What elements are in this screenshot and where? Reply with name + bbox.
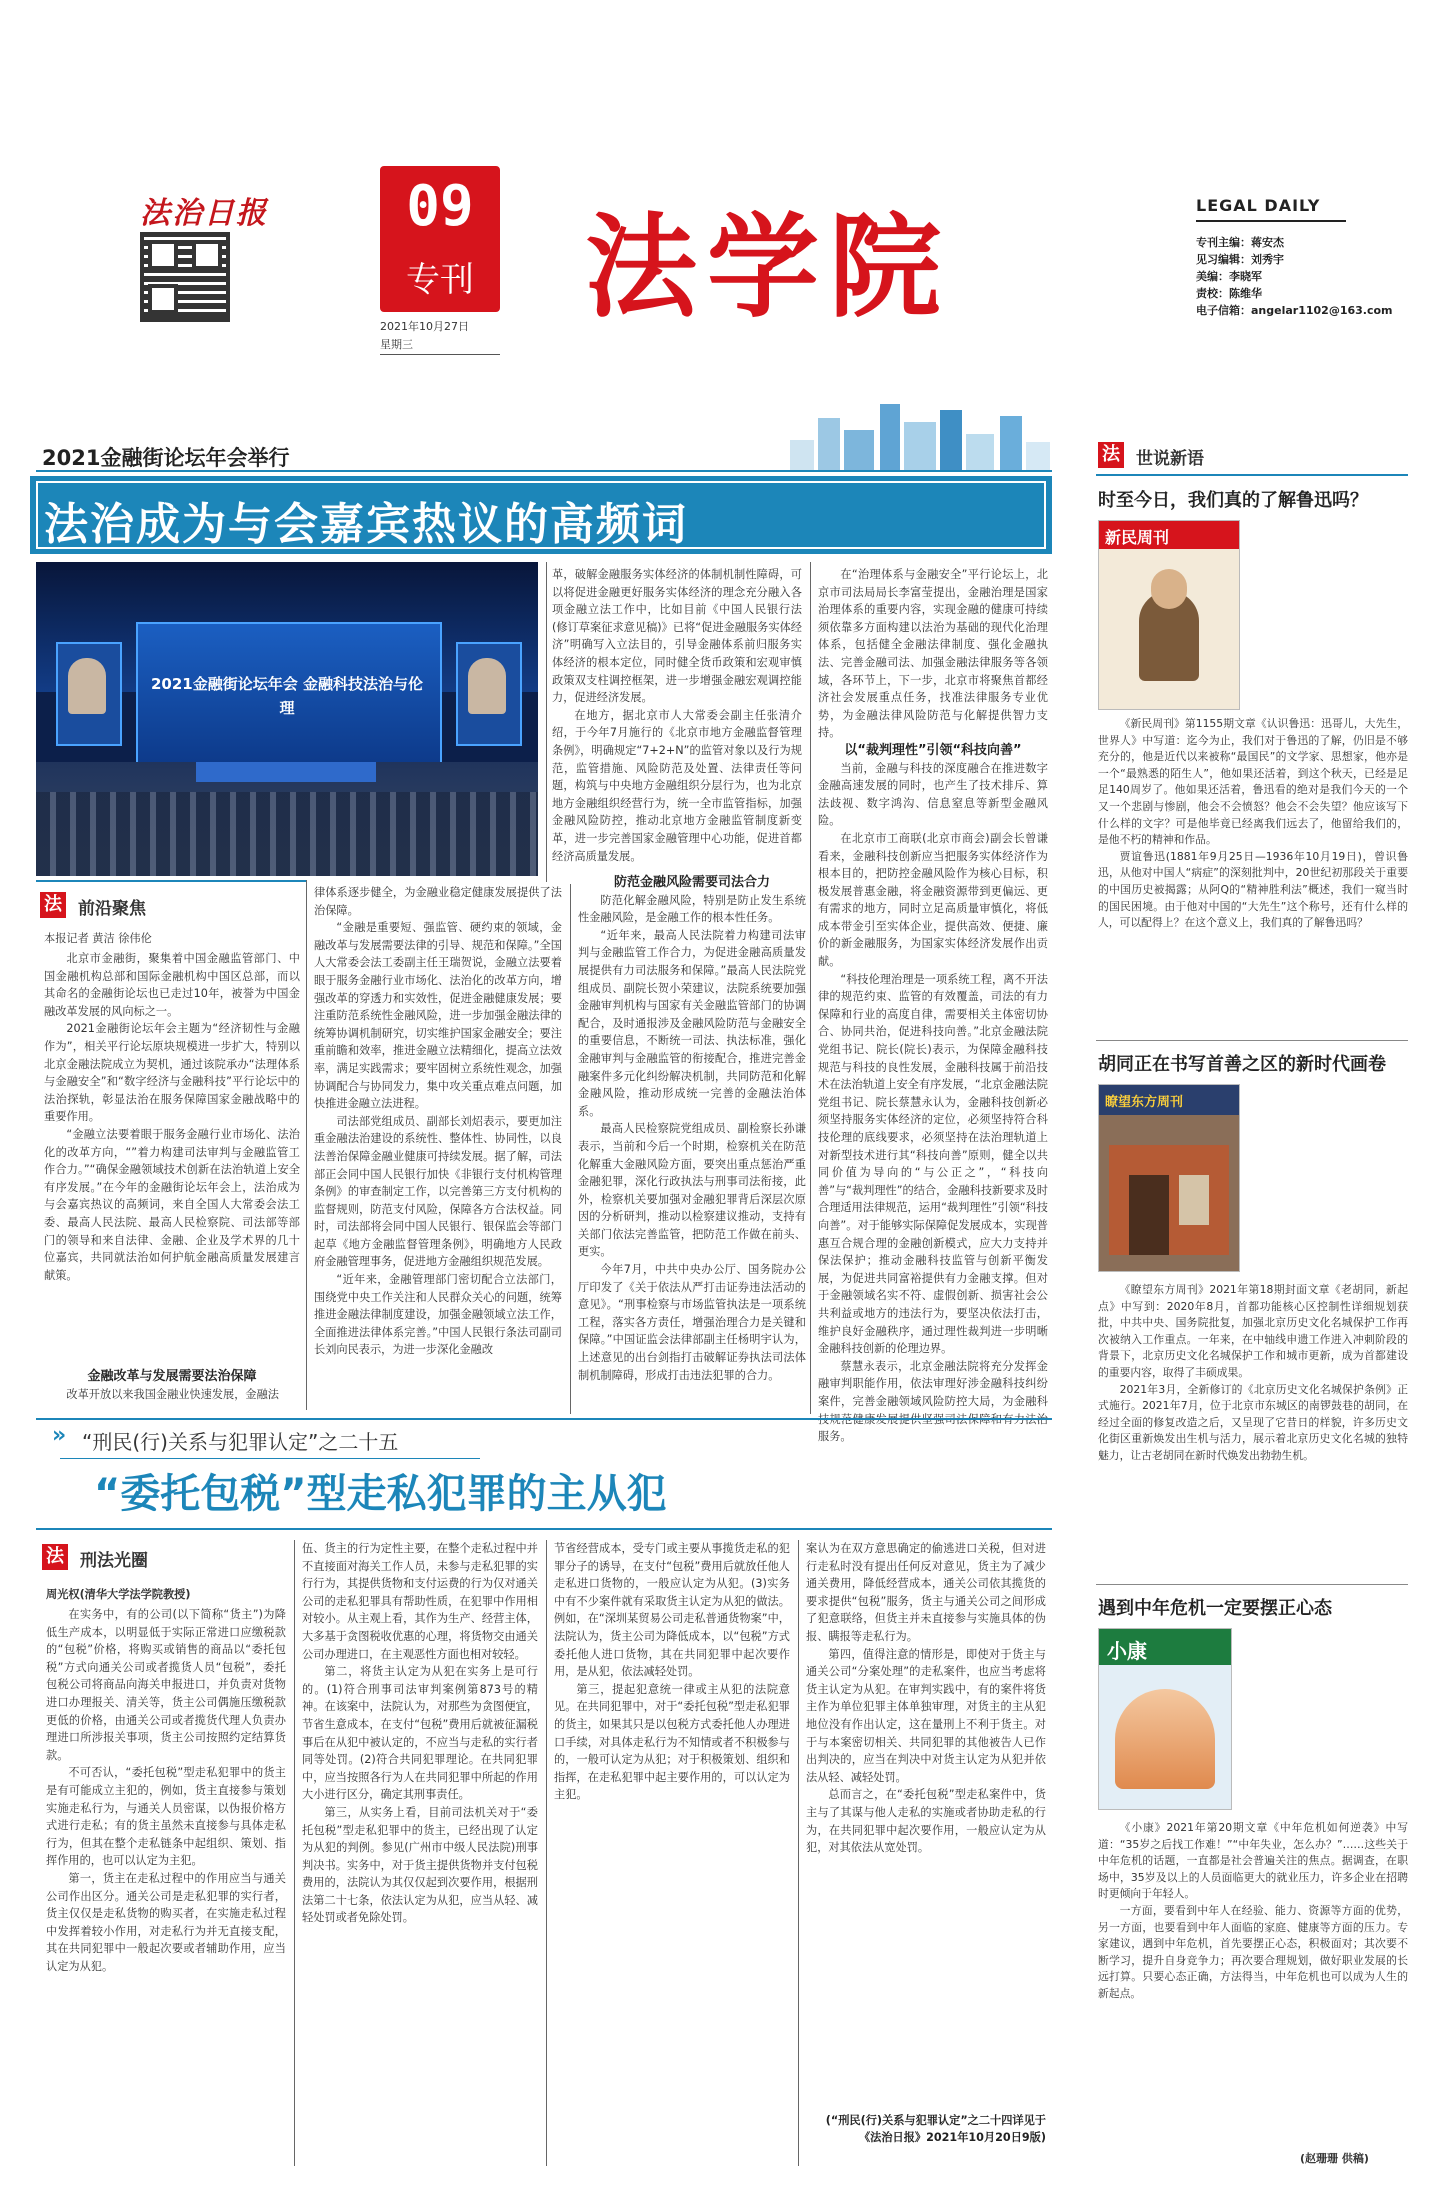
credit-line: 美编：李晓军: [1196, 270, 1262, 283]
qr-code: [140, 232, 230, 322]
paragraph: 《小康》2021年第20期文章《中年危机如何逆袭》中写道：“35岁之后找工作难！”“中年失业，怎么办？”……这些关于中年危机的话题，一直都是社会普遍关注的焦点。据调查，在职场中，35岁及以上的人员面临更大的就业压力，许多企业在招聘时更倾向于年轻人。: [1098, 1821, 1408, 1901]
paragraph: “金融是重要短、强监管、硬约束的领域，金融改革与发展需要法律的引导、规范和保障。”全国人大常委会法工委副主任王瑞贺说，金融立法要着眼于服务金融行业市场化、法治化的改革方向，增强改革的穿透力和实效性，促进金融健康发展；要注重防范系统性金融风险，进一步加强金融法律的统筹协调机制研究，切实维护国家金融安全；要注重前瞻和效率，推进金融立法精细化，提高立法效率，满足实践需求；要牢固树立系统性观念，加强协调配合与协同发力，集中攻关重点难点问题，加快推进金融立法进程。: [314, 921, 562, 1111]
paragraph: 节省经营成本，受专门或主要从事揽货走私的犯罪分子的诱导，在支付“包税”费用后就放任他人走私进口货物的，一般应认定为从犯。(3)实务中有不少案件就有采取货主认定为从犯的做法。例如，在“深圳某贸易公司走私普通货物案”中，法院认为，货主公司为降低成本，以“包税”方式委托他人进口货物，其在共同犯罪中起次要作用，是从犯，依法减轻处罚。: [554, 1542, 790, 1679]
second-col-4: [806, 1540, 1046, 2100]
column-icon: 法: [40, 892, 66, 918]
paragraph: 改革开放以来我国金融业快速发展，金融法: [66, 1387, 279, 1401]
byline: 本报记者 黄洁 徐伟伦: [44, 932, 152, 945]
paragraph: 律体系逐步健全，为金融业稳定健康发展提供了法治保障。: [314, 886, 562, 917]
paper-logo: 法治日报: [140, 196, 268, 231]
skyline-graphic: [790, 400, 1050, 470]
paragraph: 蔡慧永表示，北京金融法院将充分发挥金融审判职能作用，依法审理好涉金融科技纠纷案件，完善金融领域风险防控大局，为金融科 服务。: [818, 1359, 1048, 1444]
lead-col-4: [818, 566, 1048, 1444]
sidebar-item-text: [1098, 1282, 1408, 1572]
sidebar-item-title: 时至今日，我们真的了解鲁迅吗？: [1098, 490, 1368, 511]
paragraph: 第三，提起犯意统一律或主从犯的法院意见。在共同犯罪中，对于“委托包税”型走私犯罪的货主，如果其只是以包税方式委托他人办理进口手续，对具体走私行为不知情或者不积极参与的，一般可认定为从犯；对于积极策划、组织和指挥，在走私犯罪中起主要作用的，可以认定为主犯。: [554, 1682, 790, 1802]
paragraph: 在实务中，有的公司(以下简称“货主”)为降低生产成本，以明显低于实际正常进口应缴税款的“包税”价格，将购买或销售的商品以“委托包税”方式向通关公司或者揽货人员“包税”，委托包税公司将商品向海关申报进口，并负责对货物进口办理报关、清关等，货主公司偶施压缴税款更低的价格，由通关公司或者揽货代理人负责办理进口所涉报关事项，货主公司按照约定结算货款。: [46, 1608, 286, 1762]
column-name: 前沿聚焦: [78, 899, 146, 919]
column-icon: 法: [1098, 442, 1124, 468]
paragraph: 2021年3月，全新修订的《北京历史文化名城保护条例》正式施行。2021年7月，位于北京市东城区的南锣鼓巷的胡同，在经过全面的修复改造之后，又呈现了它昔日的样貌，许多历史文化街区重新焕发出生机与活力，展示着北京历史文化名城的独特魅力，让古老胡同在新时代焕发出勃勃生机。: [1098, 1382, 1408, 1462]
paragraph: 北京市金融街，聚集着中国金融监管部门、中国金融机构总部和国际金融机构中国区总部，而以其命名的金融街论坛也已走过10年，被誉为中国金融改革发展的风向标之一。: [44, 952, 300, 1018]
subhead: 以“裁判理性”引领“科技向善”: [844, 742, 1022, 758]
credit-line: 专刊主编：蒋安杰: [1196, 236, 1284, 249]
paragraph: 《瞭望东方周刊》2021年第18期封面文章《老胡同，新起点》中写到：2020年8月，首都功能核心区控制性详细规划获批，中共中央、国务院批复，加强北京历史文化名城保护工作再次被纳入工作重点。一年来，在中轴线申遗工作进入冲刺阶段的背景下，北京历史文化名城保护工作和城市更新，成为首都建设的重要内容，取得了丰硕成果。: [1098, 1283, 1408, 1379]
lead-col-1-subhead: [44, 1368, 300, 1418]
paragraph: 最高人民检察院党组成员、副检察长孙谦表示，当前和今后一个时期，检察机关在防范化解重大金融风险方面，要突出重点惩治严重金融犯罪，深化行政执法与刑事司法衔接，此外，检察机关要加强对金融犯罪背后深层次原因的分析研判，推动以检察建议推动，支持有关部门依法完善监管，把防范工作做在前头、更实。: [578, 1122, 806, 1259]
paragraph: 贾谊鲁迅(1881年9月25日—1936年10月19日)，曾识鲁迅，从他对中国人“病症”的深刻批判中，20世纪初那段关于重要的中国历史被揭露；从阿Q的“精神胜利法”概述，我们一窥当时的国民困境。由于他对中国的“大先生”这个称号，还有什么样的人，可以配得上？在这个意义上，我们真的了解鲁迅吗？: [1098, 849, 1408, 930]
sidebar-item-text: [1098, 716, 1408, 1032]
series-label: “刑民(行)关系与犯罪认定”之二十五: [82, 1430, 399, 1454]
paragraph: 第二，将货主认定为从犯在实务上是可行的。(1)符合刑事司法审判案例第873号的精神。在该案中，法院认为，对那些为贪图便宜，节省生意成本，在支付“包税”费用后就被征漏税事后在从犯中被认定的，不应当与走私的实行者同等处罚。(2)符合共同犯罪理论。在共同犯罪中，应当按照各行为人在共同犯罪中所起的作用大小进行区分，确定其刑事责任。: [302, 1665, 538, 1802]
paragraph: 一方面，要看到中年人在经验、能力、资源等方面的优势，另一方面，也要看到中年人面临的家庭、健康等方面的压力。专家建议，遇到中年危机，首先要摆正心态，积极面对；其次要不断学习，提升自身竞争力；再次要合理规划，做好职业发展的长远打算。只要心态正确，方法得当，中年危机也可以成为人生的新起点。: [1098, 1903, 1408, 2000]
credit-line: 见习编辑：刘秀宇: [1196, 253, 1284, 266]
sidebar-item-title: 遇到中年危机一定要摆正心态: [1098, 1598, 1332, 1619]
credit-line: 责校：陈维华: [1196, 287, 1262, 300]
compiler-credit: (赵珊珊 供稿): [1300, 2152, 1369, 2165]
paragraph: 案认为在双方意思确定的偷逃进口关税，但对进行走私时没有提出任何反对意见，货主为了减少通关费用，降低经营成本，通关公司依其揽货的要求提供“包税”服务，货主与通关公司之间形成了犯意联络，但货主并未直接参与实施具体的伪报、瞒报等走私行为。: [806, 1542, 1046, 1643]
source-note: (“刑民(行)关系与犯罪认定”之二十四详见于《法治日报》2021年10月20日9版): [825, 2114, 1046, 2144]
lead-col-2: [314, 884, 562, 1414]
lead-col-3: [552, 566, 802, 866]
column-icon: 法: [42, 1544, 68, 1570]
sidebar-column-name: 世说新语: [1136, 449, 1204, 469]
paragraph: 在地方，据北京市人大常委会副主任张清介绍，于今年7月施行的《北京市地方金融监督管理条例》，明确规定“7+2+N”的监管对象以及行为规范，监管措施、风险防范及处置、法律责任等问题，构筑与中央地方金融组织分层行为，也为北京地方金融组织经营行为，统一全市监管指标，加强金融风险防控，推动北京地方金融监管制度新变革，进一步完善国家金融管理中心功能，促进首都经济高质量发展。: [552, 708, 802, 863]
page-number: 09: [406, 174, 474, 239]
paragraph: 司法部党组成员、副部长刘炤表示，要更加注重金融法治建设的系统性、整体性、协同性，以良法善治保障金融业健康可持续发展。据了解，司法部正会同中国人民银行加快《非银行支付机构管理条例》的审查制定工作，以完善第三方支付机构的监督规则，防范支付风险，保障各方合法权益。同时，司法部将会同中国人民银行、银保监会等部门起草《地方金融监督管理条例》，明确地方人民政府金融管理事务，促进地方金融组织规范发展。: [314, 1114, 562, 1269]
forum-photo: [36, 562, 538, 876]
lead-kicker: 2021金融街论坛年会举行: [42, 446, 290, 470]
second-headline: “委托包税”型走私犯罪的主从犯: [94, 1471, 667, 1517]
section-title: 法学院: [585, 202, 951, 333]
credits: [1196, 234, 1393, 319]
page-type: 专刊: [406, 260, 474, 300]
second-col-1: [46, 1606, 286, 2166]
issue-date: 2021年10月27日: [380, 320, 469, 333]
second-col-2: [302, 1540, 538, 2166]
subhead: 防范金融风险需要司法合力: [613, 875, 770, 890]
magazine-cover: [1098, 1628, 1232, 1810]
page-number-badge: [380, 166, 500, 312]
paragraph: 第四，值得注意的情形是，即使对于货主与通关公司“分案处理”的走私案件，也应当考虑将货主认定为从犯。在审判实践中，有的案件将货主作为单位犯罪主体单独审理，对货主的主从犯地位没有作出认定，这在量刑上不利于货主。对于与本案密切相关、共同犯罪的其他被告人已作出判决的，应当在判决中对货主认定为从犯并依法从轻、减轻处罚。: [806, 1647, 1046, 1784]
lead-col-3-lower: [578, 874, 806, 1414]
cover-label: 新民周刊: [1105, 528, 1170, 547]
second-col-3: [554, 1540, 790, 2166]
paragraph: 《新民周刊》第1155期文章《认识鲁迅：迅哥儿，大先生，世界人》中写道：迄今为止，我们对于鲁迅的了解，仍旧是不够充分的，他是近代以来被称“最国民”的文学家、思想家，他亦是一个“最熟悉的陌生人”，他如果还活着，到这个秋天，已经是足足140周岁了。他如果还活着，鲁迅看的绝对是我们今天的一个又一个悲剧与惨剧，他会不会愤怒？他会不会失望？他应该写下什么样的文字？可是他毕竟已经离我们远去了，他留给我们的，是他不朽的精神和作品。: [1098, 717, 1408, 847]
paragraph: 当前，金融与科技的深度融合在推进数字金融高速发展的同时，也产生了技术排斥、算法歧视、数字鸿沟、信息窒息等新型金融风险。: [818, 761, 1048, 828]
lead-headline: 法治成为与会嘉宾热议的高频词: [44, 499, 688, 550]
paragraph: 在“治理体系与金融安全”平行论坛上，北京市司法局局长李富莹提出，金融治理是国家治理体系的重要内容，实现金融的健康可持续须依靠多方面构建以法治为基础的现代化治理体系，包括健全金融法律制度、强化金融执法、完善金融司法、加强金融法律服务等各领域，各环节上，下一步，北京市将聚焦首都经济社会发展重点任务，找准法律服务专业优势，为金融法律风险防范与化解提供智力支持。: [818, 568, 1048, 740]
cover-label: 瞭望东方周刊: [1105, 1095, 1184, 1110]
series-chevron-icon: »: [52, 1423, 67, 1448]
paragraph: 今年7月，中共中央办公厅、国务院办公厅印发了《关于依法从严打击证券违法活动的意见》。“刑事检察与市场监管执法是一项系统工程，落实各方责任，增强治理合力是关键和保障。”中国证监会法律部副主任杨明宇认为，上述意见的出台剑指打击破解证券执法司法体制机制障碍，形成打击违法犯罪的合力。: [578, 1263, 806, 1382]
english-name: LEGAL DAILY: [1196, 196, 1321, 215]
photo-caption: 2021金融街论坛年会 金融科技法治与伦理: [151, 675, 423, 717]
paragraph: 不可否认，“委托包税”型走私犯罪中的货主是有可能成立主犯的，例如，货主直接参与策划实施走私行为，与通关人员密谋，以伪报价格方式进行走私；有的货主虽然未直接参与具体走私行为，但其在整个走私链条中起组织、策划、指挥作用的，也可以认定为主犯。: [46, 1766, 286, 1868]
paragraph: “近年来，最高人民法院着力构建司法审判与金融监管工作合力，为促进金融高质量发展提供有力司法服务和保障。”最高人民法院党组成员、副院长贺小荣建议，法院系统要加强金融审判机构与国家有关金融监管部门的协调配合，及时通报涉及金融风险防范与金融安全的重要信息，不断统一司法、执法标准，强化金融审判与金融监管的衔接配合，推进完善金融案件多元化纠纷解决机制，共同防范和化解金融风险，推动形成统一完善的金融法治体系。: [578, 928, 806, 1118]
magazine-cover: [1098, 520, 1240, 710]
paragraph: 第一，货主在走私过程中的作用应当与通关公司作出区分。通关公司是走私犯罪的实行者，货主仅仅是走私货物的购买者，在实施走私过程中发挥着较小作用，对走私行为并无直接支配，其在共同犯罪中一般起次要或者辅助作用，应当认定为从犯。: [46, 1871, 286, 1973]
paragraph: “近年来，金融管理部门密切配合立法部门，围绕党中央工作关注和人民群众关心的问题，统筹推进金融法律制度建设，加强金融领域立法工作，全面推进法律体系完善。”中国人民银行条法司副司长刘向民表示，为进一步深化金融改: [314, 1273, 562, 1357]
issue-weekday: 星期三: [380, 338, 413, 351]
paragraph: 第三，从实务上看，目前司法机关对于“委托包税”型走私犯罪中的货主，已经出现了认定为从犯的判例。参见(广州市中级人民法院)刑事判决书。实务中，对于货主提供货物并支付包税费用的，法院认为其仅仅起到次要作用，根据刑法第二十七条，依法认定为从犯，应当从轻、减轻处罚或者免除处罚。: [302, 1805, 538, 1925]
paragraph: “金融立法要着眼于服务金融行业市场化、法治化的改革方向，“”着力构建司法审判与金融监管工作合力。”“确保金融领域技术创新在法治轨道上安全有序发展。”在今年的金融街论坛年会上，法治成为与会嘉宾热议的高频词，来自全国人大常委会法工委、最高人民法院、最高人民检察院、司法部等部门的领导和来自法律、金融、企业及学术界的几十位嘉宾，共同就法治如何护航金融高质量发展建言献策。: [44, 1127, 300, 1282]
column-badge: [36, 880, 306, 882]
paragraph: 伍、货主的行为定性主要，在整个走私过程中并不直接面对海关工作人员，未参与走私犯罪的实行行为，其提供货物和支付运费的行为仅对通关公司的走私犯罪具有帮助性质，在犯罪中作用相对较小。从主观上看，其作为生产、经营主体，大多基于贪图税收优惠的心理，将货物交由通关公司办理进口，在主观恶性方面也相对较轻。: [302, 1542, 538, 1661]
cover-label: 小康: [1107, 1639, 1147, 1663]
paragraph: 在北京市工商联(北京市商会)副会长曾谦看来，金融科技创新应当把服务实体经济作为根本目的，把防控金融风险作为核心目标，积极发展普惠金融，将金融资源带到更偏远、更有需求的地方，同时立足高质量审慎化，将低成本带金引至实体企业，提供高效、便捷、廉价的新金融服务，为国家实体经济发展作出贡献。: [818, 831, 1048, 969]
paragraph: 革，破解金融服务实体经济的体制机制性障碍，可以将促进金融更好服务实体经济的理念充分融入各项金融立法工作中，比如目前《中国人民银行法(修订草案征求意见稿)》已将“促进金融服务实体经济”明确写入立法目的，引导金融体系前归服务实体经济的根本定位，同时健全货币政策和宏观审慎政策双支柱调控框架，进一步增强金融宏观调控能力，促进经济发展。: [552, 568, 802, 705]
sidebar-item-text: [1098, 1820, 1408, 2142]
paragraph: “科技伦理治理是一项系统工程，离不开法律的规范约束、监管的有效覆盖，司法的有力保障和行业的高度自律，需要相关主体密切协合、协同共治，促进科技向善。”北京金融法院党组书记、院长(院长)表示，为保障金融科技规范与科技的良性发展，金融科技属于前沿技术在法治轨道上安全有序发展，“北京金融法院党组书记、院长蔡慧永认为，金融科技创新必须坚持服务实体经济的定位，必须坚持符合科技伦理的底线要求，必须坚持在法治理轨道上对新型技术进行其“科技向善”原则，健全以共同价值为导向的“与公正之”，“科技向善”与“裁判理性”的结合，金融科技新要求及时合理适用法律规范，运用“裁判理性”引领“科技向善”。对于能够实际保障促发展成本，实现普惠互合规合理的金融创新模式，应大力支持并保法保护；推动金融科技监管与创新平衡发展，为促进共同富裕提供有力金融支撑。但对于金融领域名实不符、虚假创新、损害社会公共利益或地方的违法行为，要坚决依法打击，维护良好金融秩序，通过理性裁判进一步明晰金融科技创新的伦理边界。: [818, 972, 1048, 1356]
paragraph: 2021金融街论坛年会主题为“经济韧性与金融作为”，相关平行论坛原块规模进一步扩大，特别以北京金融法院成立为契机，通过该院承办“法理体系与金融安全”和“数字经济与金融科技”平行论坛中的法治探轨，彰显法治在服务保障国家金融战略中的重要作用。: [44, 1022, 300, 1124]
sidebar-item-title: 胡同正在书写首善之区的新时代画卷: [1098, 1054, 1386, 1075]
lead-col-1: [44, 950, 300, 1364]
column-name: 刑法光圈: [80, 1551, 148, 1571]
magazine-cover: [1098, 1084, 1240, 1272]
subhead: 金融改革与发展需要法治保障: [87, 1369, 257, 1384]
byline: 周光权(清华大学法学院教授): [46, 1588, 191, 1601]
paragraph: 防范化解金融风险，特别是防止发生系统性金融风险，是金融工作的根本性任务。: [578, 893, 806, 925]
paragraph: 总而言之，在“委托包税”型走私案件中，货主与了其谋与他人走私的实施或者协助走私的行为，在共同犯罪中起次要作用，一般应认定为从犯，对其依法从宽处罚。: [806, 1788, 1046, 1855]
credit-line: 电子信箱：angelar1102@163.com: [1196, 304, 1393, 317]
